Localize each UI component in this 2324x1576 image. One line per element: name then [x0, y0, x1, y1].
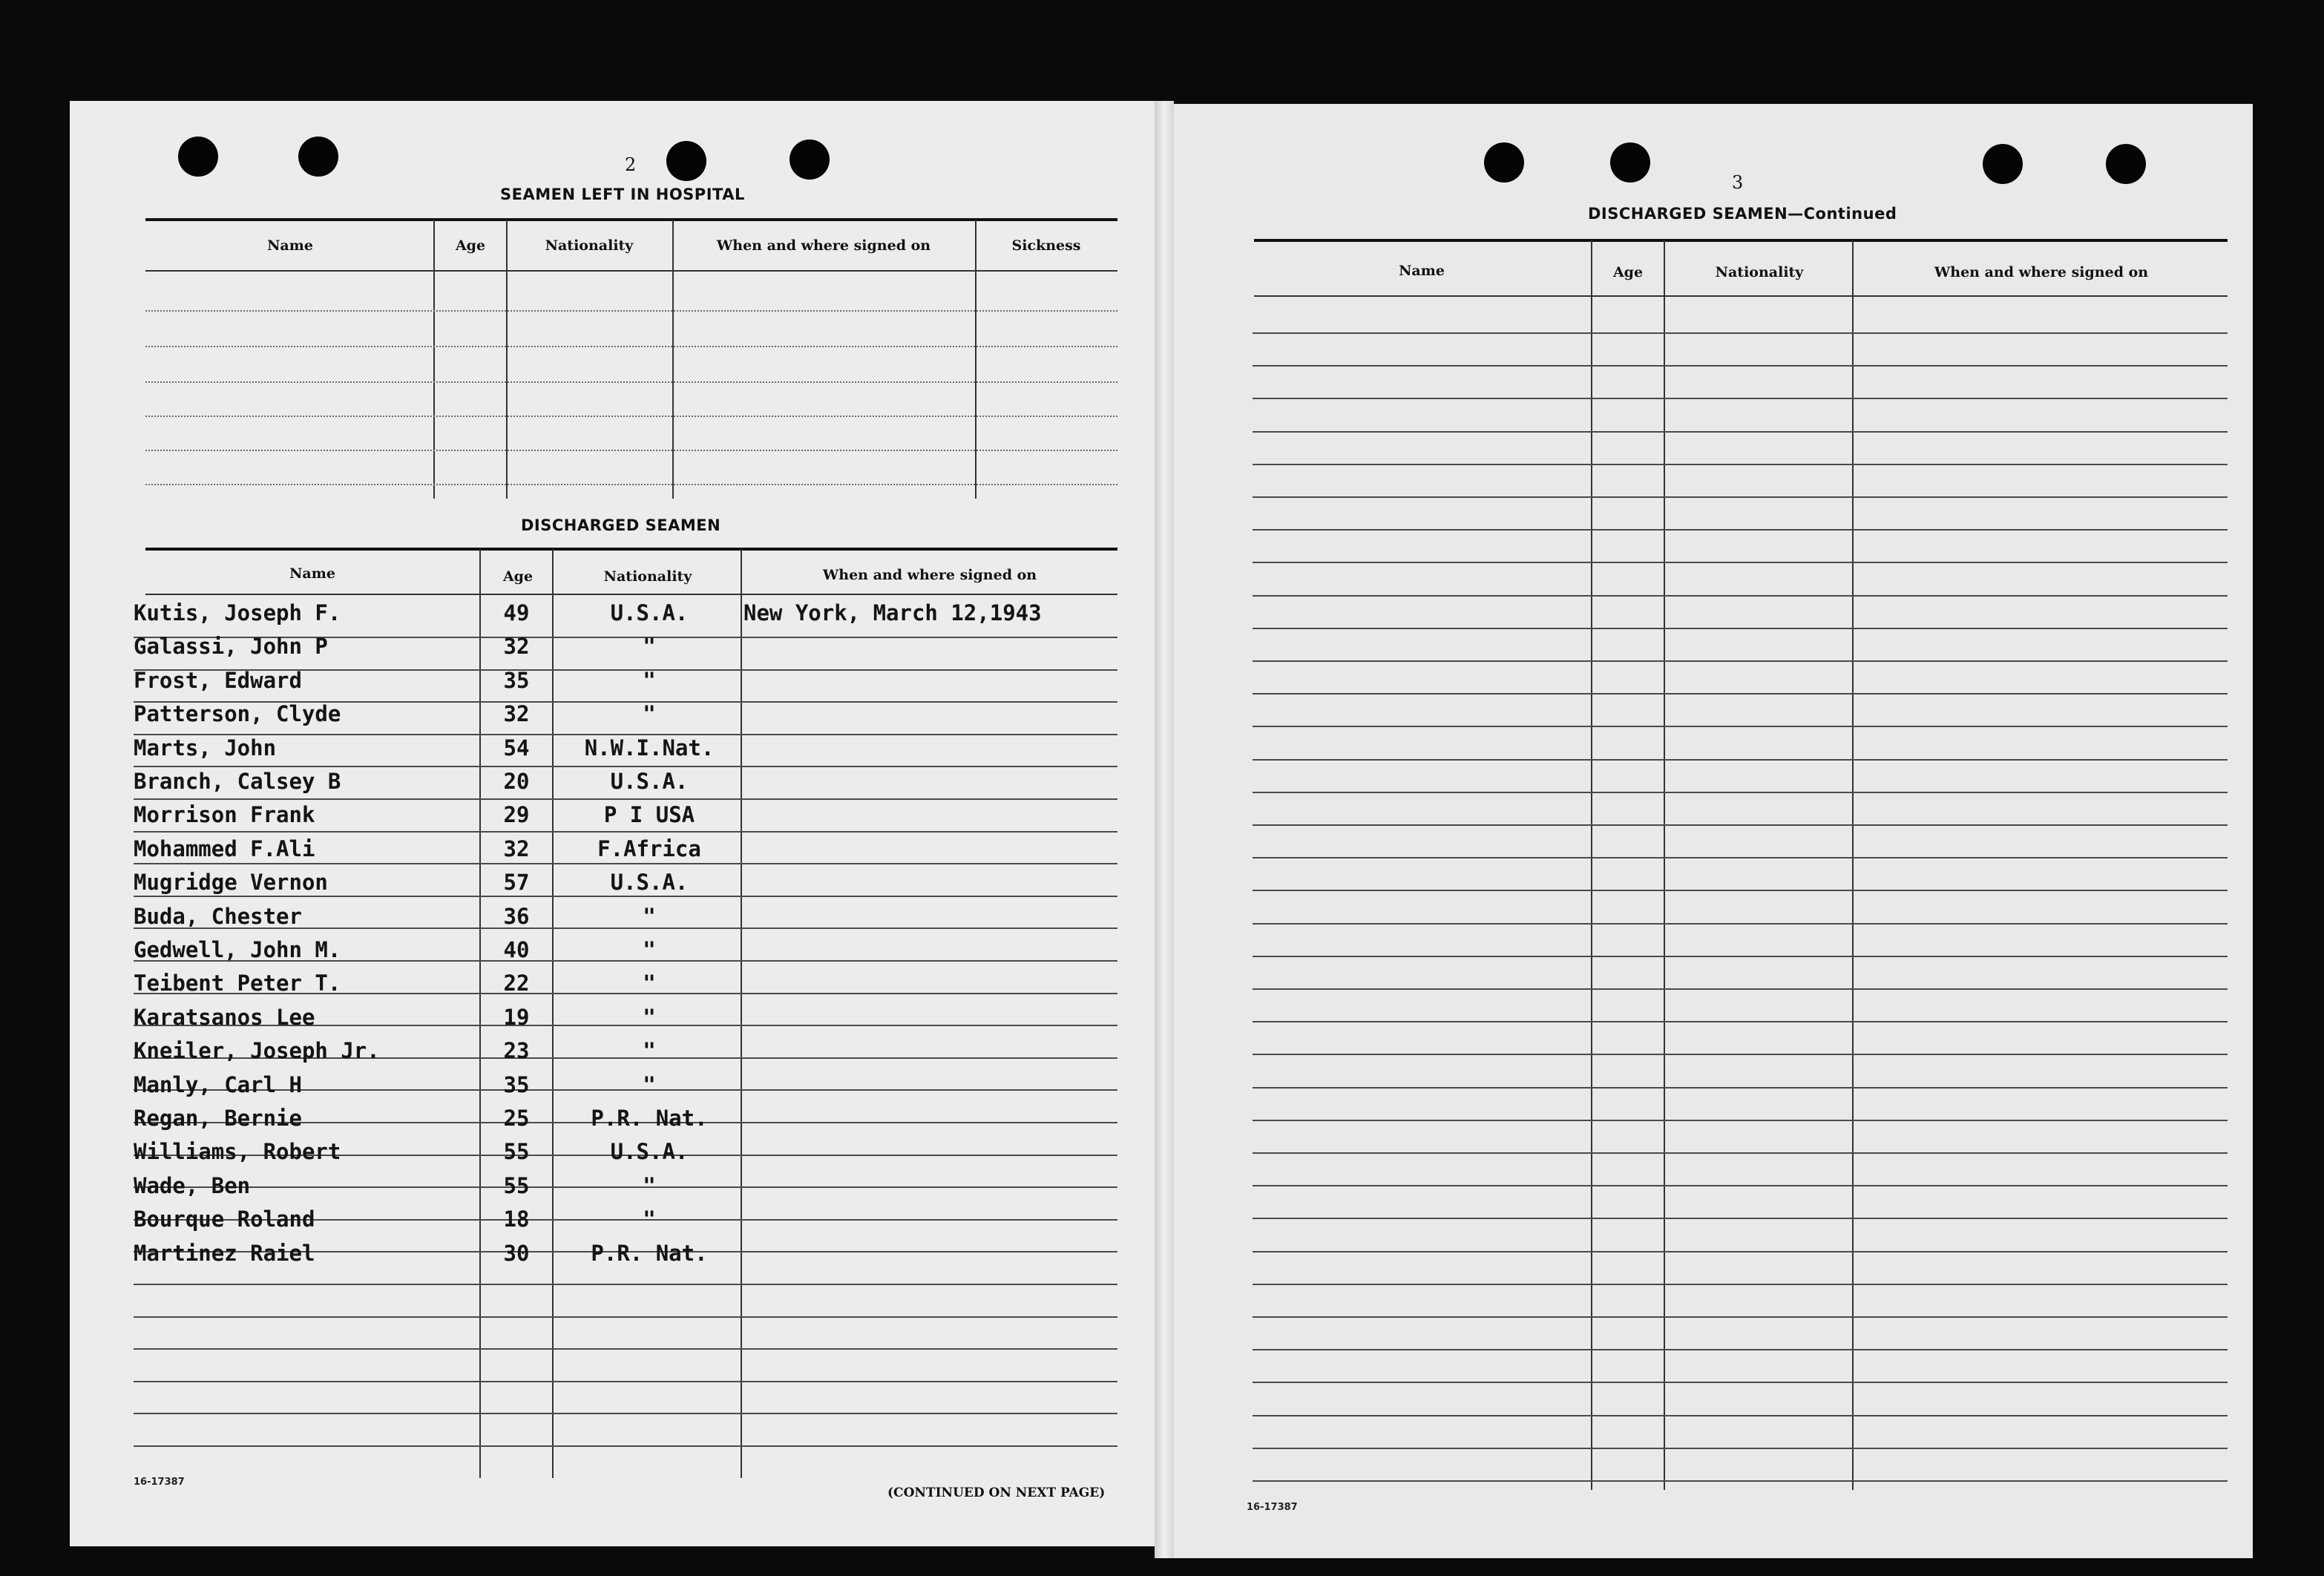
seaman-name: Frost, Edward	[134, 667, 302, 693]
continued-header-age: Age	[1612, 264, 1644, 280]
hospital-header-nationality: Nationality	[545, 237, 634, 254]
seaman-name: Wade, Ben	[134, 1172, 251, 1198]
page-number-right: 3	[1732, 172, 1744, 193]
page-fold	[1155, 101, 1174, 1558]
seaman-name: Bourque Roland	[134, 1206, 315, 1232]
seaman-nationality: U.S.A.	[610, 600, 689, 626]
seaman-nationality: U.S.A.	[610, 870, 689, 896]
seaman-nationality: "	[643, 1206, 656, 1232]
seaman-name: Kneiler, Joseph Jr.	[134, 1038, 380, 1064]
punch-hole	[178, 137, 218, 177]
seaman-age: 23	[503, 1038, 530, 1064]
continued-note: (CONTINUED ON NEXT PAGE)	[887, 1485, 1106, 1500]
continued-header-signed-on: When and where signed on	[1934, 264, 2149, 280]
punch-hole	[1983, 144, 2023, 184]
seaman-nationality: "	[643, 937, 656, 962]
hospital-header-age: Age	[455, 237, 486, 254]
hospital-header-sickness: Sickness	[1011, 237, 1081, 254]
seaman-name: Teibent Peter T.	[134, 971, 341, 997]
seaman-nationality: F.Africa	[597, 835, 701, 861]
seaman-age: 32	[503, 835, 530, 861]
seaman-name: Patterson, Clyde	[134, 701, 341, 727]
seaman-name: Buda, Chester	[134, 903, 302, 929]
seaman-nationality: P I USA	[603, 802, 695, 828]
seaman-nationality: "	[643, 971, 656, 997]
seaman-name: Gedwell, John M.	[134, 937, 341, 962]
seaman-age: 20	[503, 769, 530, 794]
seaman-name: Branch, Calsey B	[134, 769, 341, 794]
seaman-age: 25	[503, 1106, 530, 1131]
discharged-header-name: Name	[289, 565, 335, 582]
seaman-nationality: "	[643, 701, 656, 727]
discharged-header-age: Age	[502, 568, 534, 585]
punch-hole	[1610, 142, 1650, 183]
seaman-nationality: P.R. Nat.	[591, 1106, 708, 1131]
seaman-nationality: N.W.I.Nat.	[584, 735, 715, 761]
seaman-nationality: "	[643, 1038, 656, 1064]
seaman-name: Williams, Robert	[134, 1139, 341, 1165]
seaman-age: 32	[503, 701, 530, 727]
seaman-nationality: "	[643, 667, 656, 693]
discharged-header-signed-on: When and where signed on	[822, 567, 1037, 583]
seaman-age: 36	[503, 903, 530, 929]
seaman-name: Galassi, John P	[134, 634, 328, 660]
seaman-name: Martinez Raiel	[134, 1240, 315, 1266]
seaman-name: Karatsanos Lee	[134, 1004, 315, 1030]
seaman-name: Kutis, Joseph F.	[134, 600, 341, 626]
seaman-age: 55	[503, 1172, 530, 1198]
discharged-header-nationality: Nationality	[603, 568, 692, 585]
seaman-age: 35	[503, 667, 530, 693]
seaman-age: 54	[503, 735, 530, 761]
seaman-age: 35	[503, 1071, 530, 1097]
seaman-age: 49	[503, 600, 530, 626]
seaman-nationality: "	[643, 634, 656, 660]
form-number-right: 16-17387	[1247, 1502, 1298, 1513]
seaman-age: 19	[503, 1004, 530, 1030]
seaman-nationality: "	[643, 903, 656, 929]
seaman-age: 22	[503, 971, 530, 997]
seaman-name: Mohammed F.Ali	[134, 835, 315, 861]
punch-hole	[1484, 142, 1524, 183]
continued-header-name: Name	[1399, 263, 1445, 279]
seaman-age: 30	[503, 1240, 530, 1266]
seaman-nationality: "	[643, 1172, 656, 1198]
seaman-nationality: "	[643, 1071, 656, 1097]
right-page	[1168, 104, 2253, 1558]
seaman-age: 32	[503, 634, 530, 660]
seaman-age: 40	[503, 937, 530, 962]
continued-header-nationality: Nationality	[1715, 264, 1804, 280]
hospital-header-name: Name	[267, 237, 313, 254]
seaman-signed-on: New York, March 12,1943	[744, 600, 1042, 626]
seaman-age: 55	[503, 1139, 530, 1165]
hospital-section-title: SEAMEN LEFT IN HOSPITAL	[500, 185, 745, 203]
seaman-nationality: U.S.A.	[610, 769, 689, 794]
seaman-name: Regan, Bernie	[134, 1106, 302, 1131]
seaman-age: 29	[503, 802, 530, 828]
seaman-nationality: "	[643, 1004, 656, 1030]
discharged-continued-title: DISCHARGED SEAMEN—Continued	[1588, 205, 1897, 223]
seaman-age: 57	[503, 870, 530, 896]
form-number-left: 16-17387	[134, 1477, 185, 1488]
hospital-header-signed-on: When and where signed on	[716, 237, 931, 254]
punch-hole	[666, 141, 706, 181]
seaman-name: Morrison Frank	[134, 802, 315, 828]
discharged-section-title: DISCHARGED SEAMEN	[521, 516, 721, 534]
seaman-nationality: P.R. Nat.	[591, 1240, 708, 1266]
punch-hole	[2106, 144, 2146, 184]
punch-hole	[298, 137, 338, 177]
seaman-name: Marts, John	[134, 735, 277, 761]
seaman-age: 18	[503, 1206, 530, 1232]
seaman-name: Mugridge Vernon	[134, 870, 328, 896]
page-number-left: 2	[625, 154, 637, 175]
seaman-name: Manly, Carl H	[134, 1071, 302, 1097]
punch-hole	[790, 139, 830, 180]
seaman-nationality: U.S.A.	[610, 1139, 689, 1165]
